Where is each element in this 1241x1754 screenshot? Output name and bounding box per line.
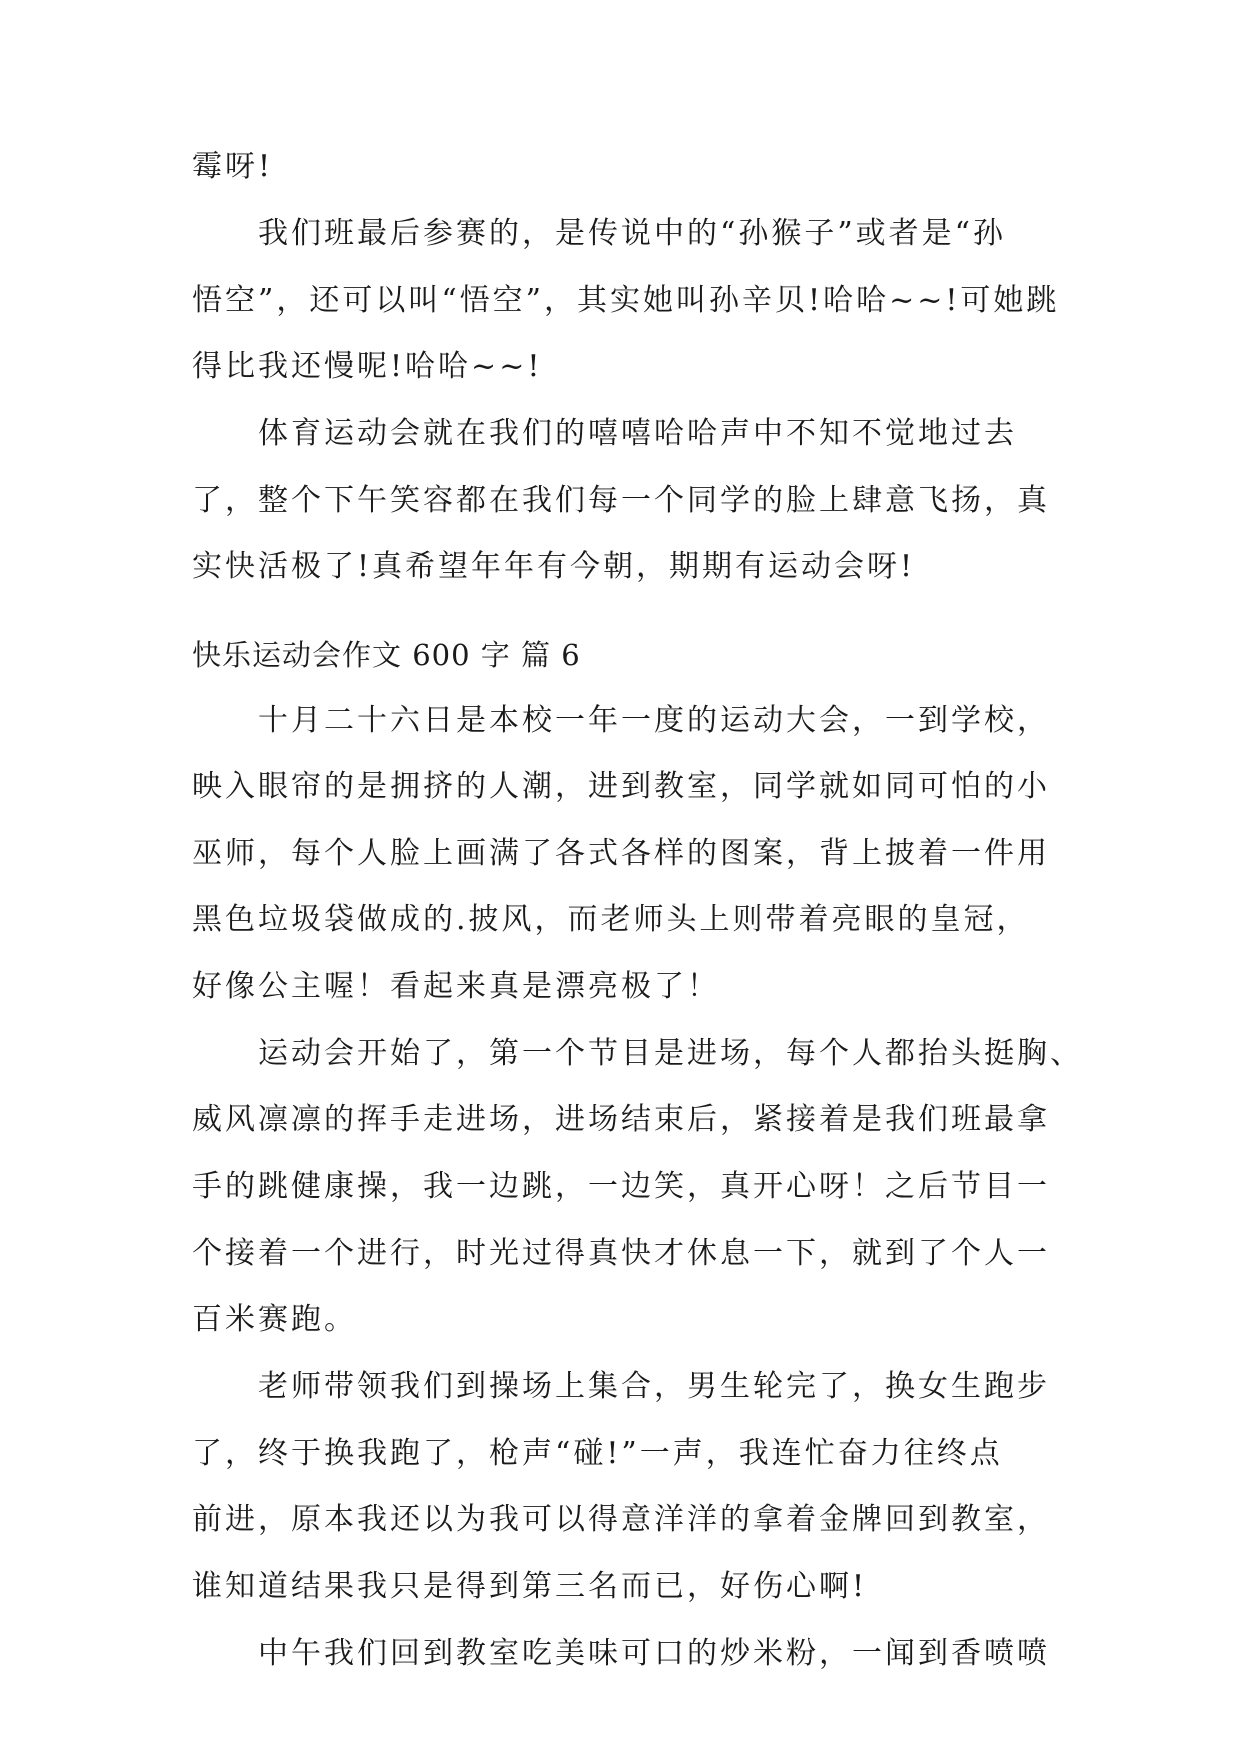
text-line: 个接着一个进行，时光过得真快才休息一下，就到了个人一	[192, 1236, 1050, 1271]
text-line: 巫师，每个人脸上画满了各式各样的图案，背上披着一件用	[192, 836, 1050, 871]
paragraph-first-line: 运动会开始了，第一个节目是进场，每个人都抬头挺胸、	[258, 1036, 1083, 1071]
text-line: 映入眼帘的是拥挤的人潮，进到教室，同学就如同可怕的小	[192, 769, 1050, 804]
text-line: 百米赛跑。	[192, 1302, 357, 1337]
paragraph-first-line: 中午我们回到教室吃美味可口的炒米粉，一闻到香喷喷	[258, 1636, 1050, 1671]
text-line: 了，终于换我跑了，枪声“碰!”一声，我连忙奋力往终点	[192, 1436, 1003, 1471]
text-line: 手的跳健康操，我一边跳，一边笑，真开心呀！之后节目一	[192, 1169, 1050, 1204]
text-line: 得比我还慢呢!哈哈~~!	[192, 349, 543, 384]
text-line: 威风凛凛的挥手走进场，进场结束后，紧接着是我们班最拿	[192, 1102, 1050, 1137]
text-line: 谁知道结果我只是得到第三名而已，好伤心啊!	[192, 1569, 868, 1604]
paragraph-first-line: 十月二十六日是本校一年一度的运动大会，一到学校，	[258, 703, 1050, 738]
text-line: 黑色垃圾袋做成的.披风，而老师头上则带着亮眼的皇冠，	[192, 902, 1030, 937]
text-line: 前进，原本我还以为我可以得意洋洋的拿着金牌回到教室，	[192, 1502, 1050, 1537]
text-line: 悟空”，还可以叫“悟空”，其实她叫孙辛贝!哈哈~~!可她跳	[192, 283, 1060, 318]
paragraph-first-line: 我们班最后参赛的，是传说中的“孙猴子”或者是“孙	[258, 216, 1007, 251]
text-line: 了，整个下午笑容都在我们每一个同学的脸上肆意飞扬，真	[192, 483, 1050, 518]
paragraph-first-line: 体育运动会就在我们的嘻嘻哈哈声中不知不觉地过去	[258, 416, 1017, 451]
section-heading: 快乐运动会作文 600 字 篇 6	[192, 638, 581, 672]
paragraph-first-line: 老师带领我们到操场上集合，男生轮完了，换女生跑步	[258, 1369, 1050, 1404]
text-line: 实快活极了!真希望年年有今朝，期期有运动会呀!	[192, 549, 916, 584]
text-line: 霉呀!	[192, 149, 274, 184]
text-line: 好像公主喔！看起来真是漂亮极了！	[192, 969, 720, 1004]
